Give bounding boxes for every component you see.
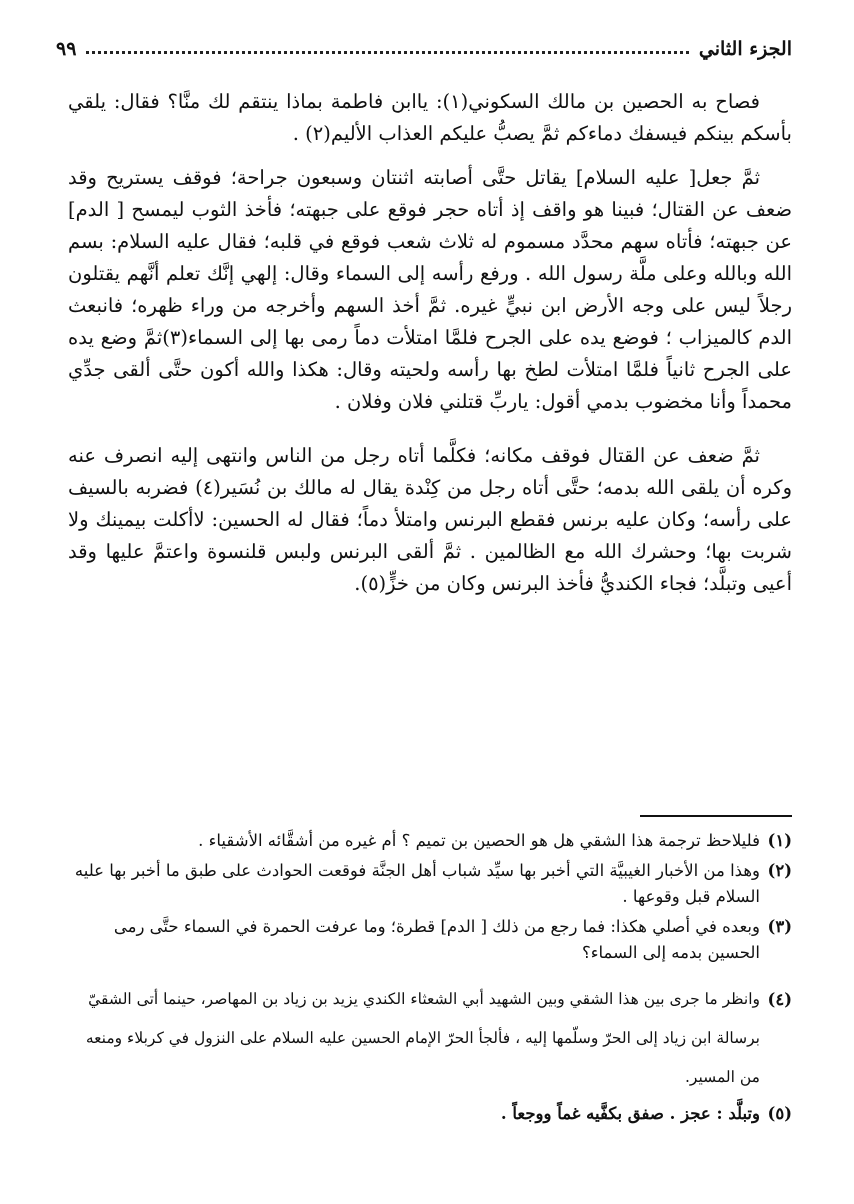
footnote-number: (٣) (767, 917, 792, 936)
footnote-number: (٥) (767, 1104, 792, 1123)
footnote (72, 980, 792, 1097)
footnote (72, 828, 792, 854)
footnote (72, 858, 792, 910)
footnote-text: وتبلَّد : عجز . صفق بكفَّيه غماً ووجعاً . (500, 1104, 760, 1123)
page-number: ٩٩ (56, 38, 77, 60)
footnote-number: (٢) (767, 861, 792, 880)
paragraph: ثمَّ جعل[ عليه السلام] يقاتل حتَّى أصابته اثنتان وسبعون جراحة؛ فوقف يستريح وقد ضعف عن القتال؛ فبينا هو واقف إذ أتاه حجر فوقع على جبهته؛ فأخذ الثوب ليمسح [ الدم] عن جبهته؛ فأتاه سهم محدَّد مسموم له ثلاث شعب فوقع في قلبه؛ فقال عليه السلام: بسم الله وبالله وعلى ملَّة رسول الله . ورفع رأسه إلى السماء وقال: إلهي إنَّك تعلم أنَّهم يقتلون رجلاً ليس على وجه الأرض ابن نبيٍّ غيره. ثمَّ أخذ السهم وأخرجه من وراء ظهره؛ فانبعث الدم كالميزاب ؛ فوضع يده على الجرح فلمَّا امتلأت دماً رمى بها إلى السماء(٣)ثمَّ وضع يده على الجرح ثانياً فلمَّا امتلأت لطخ بها رأسه ولحيته وقال: هكذا والله أكون حتَّى ألقى جدِّي محمداً وأنا مخضوب بدمي أقول: ياربِّ قتلني فلان وفلان . (68, 166, 792, 413)
footnotes (72, 828, 792, 1131)
part-title: الجزء الثاني (698, 38, 792, 60)
footnote (72, 1101, 792, 1127)
paragraph: فصاح به الحصين بن مالك السكوني(١): ياابن فاطمة بماذا ينتقم لك منَّا؟ فقال: يلقي بأسكم بينكم فيسفك دماءكم ثمَّ يصبُّ عليكم العذاب الأليم(٢) . (68, 90, 792, 145)
footnote-separator (640, 815, 792, 817)
footnote-text: فليلاحظ ترجمة هذا الشقي هل هو الحصين بن تميم ؟ أم غيره من أشقَّائه الأشقياء . (198, 831, 760, 850)
main-text (68, 86, 792, 614)
footnote (72, 914, 792, 966)
header-dotted-leader (86, 50, 688, 54)
footnote-text: وبعده في أصلي هكذا: فما رجع من ذلك [ الدم] قطرة؛ وما عرفت الحمرة في السماء حتَّى رمى الحسين بدمه إلى السماء؟ (113, 917, 760, 962)
footnote-number: (١) (767, 831, 792, 850)
footnote-text: وهذا من الأخبار الغيبيَّة التي أخبر بها سيِّد شباب أهل الجنَّة فوقعت الحوادث على طبق ما أخبر بها عليه السلام قبل وقوعها . (74, 861, 760, 906)
paragraph: ثمَّ ضعف عن القتال فوقف مكانه؛ فكلَّما أتاه رجل من الناس وانتهى إليه انصرف عنه وكره أن يلقى الله بدمه؛ حتَّى أتاه رجل من كِنْدة يقال له مالك بن نُسَير(٤) فضربه بالسيف على رأسه؛ وكان عليه برنس فقطع البرنس وامتلأ دماً؛ فقال له الحسين: لاأكلت بيمينك ولا شربت بها؛ وحشرك الله مع الظالمين . ثمَّ ألقى البرنس ولبس قلنسوة واعتمَّ عليها وقد أعيى وتبلَّد؛ فجاء الكنديُّ فأخذ البرنس وكان من خزٍّ(٥). (68, 444, 792, 595)
footnote-text: وانظر ما جرى بين هذا الشقي وبين الشهيد أبي الشعثاء الكندي يزيد بن زياد بن المهاصر، حينما أتى الشقيّ برسالة ابن زياد إلى الحرّ وسلّمها إليه ، فألجأ الحرّ الإمام الحسين عليه السلام على النزول في كربلاء ومنعه من المسير. (85, 990, 760, 1086)
footnote-number: (٤) (767, 990, 792, 1009)
page-header (56, 30, 792, 60)
